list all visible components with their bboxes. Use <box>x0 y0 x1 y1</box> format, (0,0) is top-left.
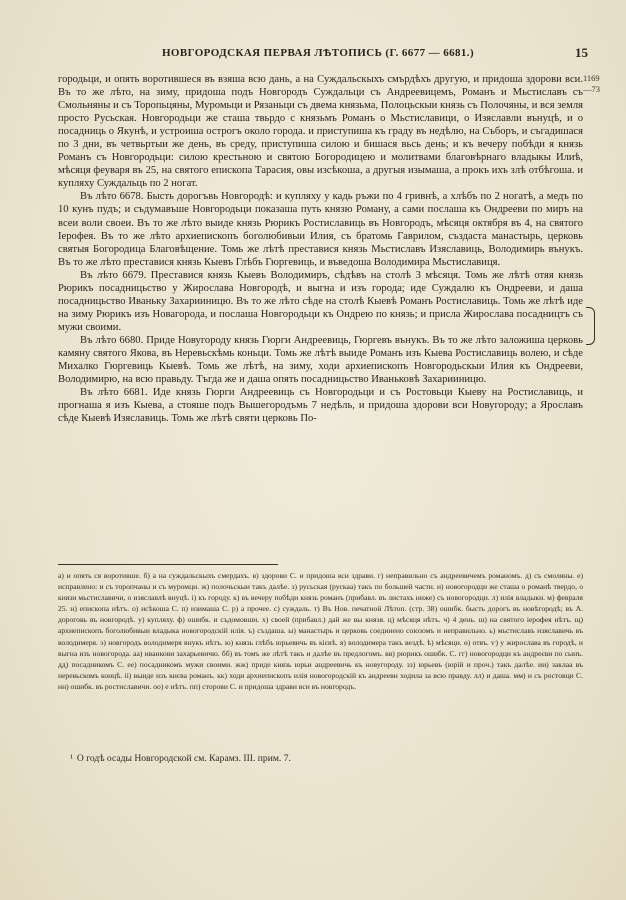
entry-6679: Въ лѣто 6679. Преставися князь Кыевъ Володимиръ, сѣдѣвъ на столѣ 3 мѣсяця. Томь же лѣтѣ отяя князь Рюрикъ посадницьство у Жирослава Новгородѣ, и выгна и изъ города; иде Суждалю къ Ондрееви, и даша посадницьство Иваньку Захарииницю. Въ то же лѣто сѣде на столѣ Кыевѣ Романъ Ростиславиць. Томь же лѣтѣ иде на зиму Рюрикъ изъ Новагорода, и послаша Новгородьци къ Ондрею по князь; и присла Жирослава посадництъ съ мужи своими. <box>58 269 583 333</box>
bottom-note <box>70 753 570 765</box>
variant-footnotes <box>58 570 583 692</box>
paragraph-continuation: городьци, и опять воротившеся въ взяша всю дань, а на Суждальскыхъ смърдѣхъ другую, и придоша здорови вси. Въ то же лѣто, на зиму, придоша подъ Новгородъ Суждальци съ Андреевицемъ, Романъ и Мьстиславъ съ Смольняны и съ Торопьцяны, Муромьци и Рязаньци съ двема князьма, Полоцьскыи князь съ Полочяны, и вся земля просто Русьская. Новгородьци же сташа твьрдо с князьмъ Романъ о Мьстиславици, о Изяславли вънуцѣ, и о посадниць о Якунѣ, и устроиша острогъ около города. и приступиша къ граду въ недѣлю, на Съборъ, и съгадишася по 3 дни, въ четвьртыи же день, въ среду, приступиша силою и бишася вьсь день; и къ вечеру побѣди я князь Романъ съ Новгородьци: силою крестьною и святою Богородицею и молитвами благовѣрнаго владыкы Илиѣ, мѣсяця феуваря въ 25, на святого епископа Тарасия, овы изсѣкоша, а другыя изымаша, а прокъ ихъ злѣ отбѣгоша. и купляху Суждальць по 2 ногат. <box>58 74 583 190</box>
entry-6680: Въ лѣто 6680. Приде Новугороду князь Гюрги Андреевиць, Гюргевъ вънукъ. Въ то же лѣто заложиша церковь камяну святого Якова, въ Неревьскѣмь коньци. Томь же лѣтѣ выиде Романъ изъ Кыева Ростиславиць волею, и сѣде Михалко Гюргевиць Кыевѣ. Томь же лѣтѣ, на зиму, ходи архиепископъ Новгородьскыи Илия къ Ондрееви, Володимирю, на всю правьду. Тъгда же и даша опять посадницьство Иваньковѣ Захарииницю. <box>58 334 583 386</box>
footnote-block: а) и опять ся воротивше. б) а на суждальскыхъ смердахъ. в) здорови С. и придоша вси здрави. г) неправильно съ андреевичемъ романомъ. д) съ смоляны. е) исправлено: и съ торопчаны и съ муромци. ж) полочьскыи такъ далѣе. з) русьская (рускаа) такъ по большей части. и) новогородци же сташа о романѣ твердо, о князи мьстиславичи, о изяславлѣ внуцѣ. і) къ городу. к) въ вечеру побѣди князь романъ (прибавл. въ листахъ ниже) съ новогородци. л) илія владыки. м) февраля 25. н) епископа нѣтъ. о) исѣкоша С. п) изимаша С. р) а прочее. с) суждаль. т) Въ Нов. печатной Лѣтоп. (стр. 38) ошибк. бысть дорогъ въ новѣгородѣ; въ А. дороговь въ новгородѣ. у) купляху. ф) ошибк. и съдомовши. х) своей (прибавл.) дай же вы князя. ц) мѣсяця нѣтъ. ч) 4 день. ш) на святого іерофея нѣтъ. щ) архиепископъ боголюбивыи владыка новогородскій илія. ъ) създаша. ы) манастырь и церковь соединено союзомъ и неправильно. ь) мьстиславъ изяславичь въ володимеря. э) новгородъ володимеря внукъ нѣтъ. ю) князь глѣбъ юрьевичь въ кієвѣ. я) володимера такъ вездѣ. ѣ) мѣсяци. ѳ) отяъ. ѵ) у жирослава въ городѣ, и выгна изъ новогорода. аа) иванкови захарьевичю. бб) въ томъ же лѣтѣ такъ и далѣе въ предлогомъ. вв) рюрикъ ошибк. С. гг) новогородци къ андреєви по сынъ. дд) посадникомъ С. ее) посадникомъ мужи своими. жж) приде князь юрьи андреевичь къ новугороду. зз) юрьевъ (юрій и проч.) такъ далѣе. ии) заклаа въ неревьскомъ концѣ. іі) выиде изъ києва романъ. кк) ходи архиепископъ илія новогородскій къ андрееви ходила за всю правду. лл) и даша. мм) и съ ростовци С. нн) ошибк. въ ростиславичи. оо) е нѣтъ. пп) сторови С. и придоша здрави вси въ новгородъ. <box>58 571 583 691</box>
chronicle-text <box>58 73 583 425</box>
margin-year-start: 1169 <box>583 73 600 83</box>
running-title: НОВГОРОДСКАЯ ПЕРВАЯ ЛѢТОПИСЬ (Г. 6677 — 6681.) <box>161 47 475 59</box>
footnote-divider <box>58 564 278 565</box>
margin-year-end: —73 <box>583 84 600 94</box>
margin-years <box>583 73 623 95</box>
page-header <box>58 47 588 65</box>
note-mark: ¹ <box>70 753 73 764</box>
note-text: О годѣ осады Новгородской см. Карамз. III. прим. 7. <box>76 753 291 764</box>
margin-bracket <box>586 307 595 345</box>
page-number: 15 <box>575 45 588 60</box>
entry-6678: Въ лѣто 6678. Бысть дорогъвь Новгородѣ: и купляху у кадь ръжи по 4 гривнѣ, а хлѣбъ по 2 ногатѣ, а медъ по 10 кунъ пудъ; и съдумавъше Новгородьци показаша путь князю Роману, а сами послаша къ Ондрееви по миръ на всеи воли своеи. Въ то же лѣто выиде князь Рюрикъ Ростиславиць въ Новгородъ, мѣсяця октября въ 4, на святого Іерофея. Въ то же лѣто архиепископъ боголюбивыи Илия, съ братомь Гаврилом, създаста манастырь, церковь святыя Богородица Благовѣщение. Томь же лѣтѣ преставися князь Мьстиславъ Изяславиць, Володимирь вънукъ. Въ то же лѣто преставися князь Кыевъ Глѣбъ Гюргевиць, и въведоша Володимира Мьстиславиця. <box>58 191 583 268</box>
entry-6681: Въ лѣто 6681. Иде князь Гюрги Андреевиць съ Новгородьци и съ Ростовьци Кыеву на Ростиславиць, и прогнаша я изъ Кыева, а стояше подъ Вышегородъмь 7 недѣль, и придоша здорови вси Новугороду; а Ярославъ сѣде Кыевѣ Изяславиць. Томь же лѣтѣ святи церковь По- <box>58 387 583 425</box>
